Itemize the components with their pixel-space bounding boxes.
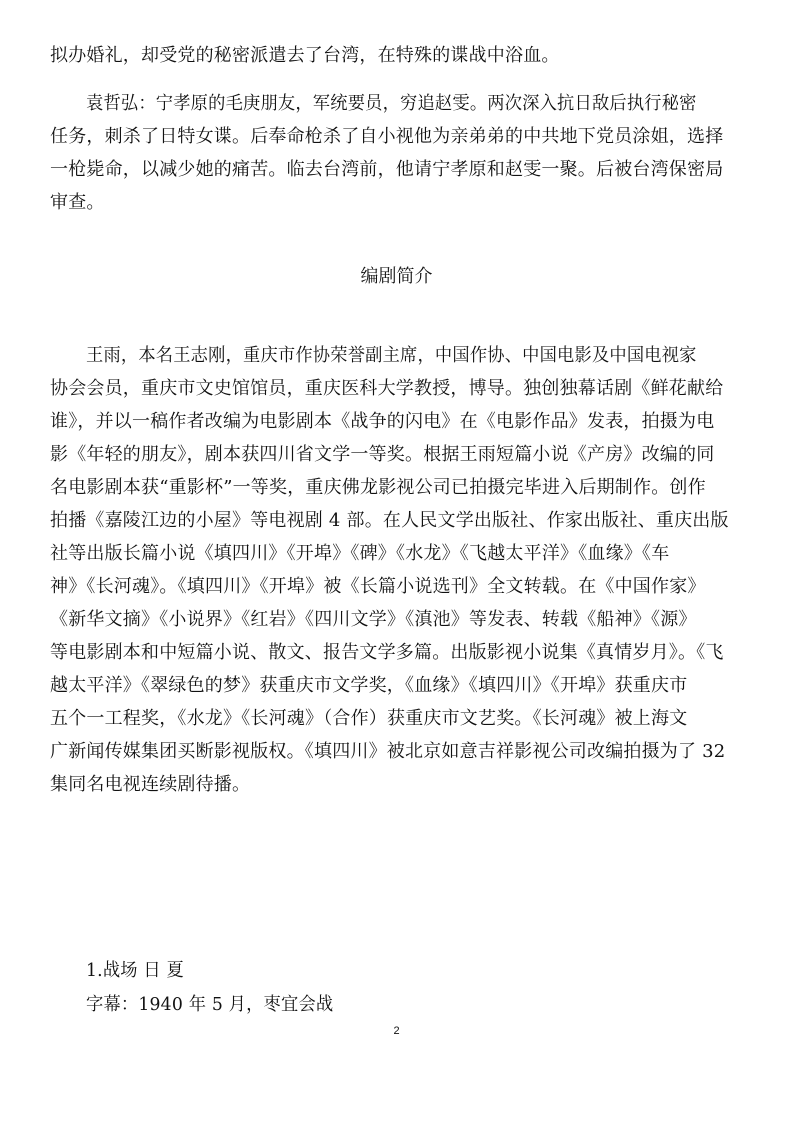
bio-paragraph-line: 广新闻传媒集团买断影视版权。《填四川》被北京如意吉祥影视公司改编拍摄为了 32: [50, 741, 726, 762]
bio-paragraph-line: 越太平洋》《翠绿色的梦》获重庆市文学奖，《血缘》《填四川》《开埠》获重庆市: [50, 675, 688, 696]
character-paragraph-line: 一枪毙命，以减少她的痛苦。临去台湾前，他请宁孝原和赵雯一聚。后被台湾保密局: [50, 159, 724, 180]
scene-heading: 1.战场 日 夏: [86, 960, 184, 981]
section-heading: 编剧简介: [360, 266, 433, 287]
bio-paragraph-line: 神》《长河魂》。《填四川》《开埠》被《长篇小说选刊》全文转载。在《中国作家》: [50, 576, 706, 597]
bio-paragraph-line: 等电影剧本和中短篇小说、散文、报告文学多篇。出版影视小说集《真情岁月》。《飞: [50, 642, 724, 663]
bio-paragraph-line: 五个一工程奖，《水龙》《长河魂》（合作）获重庆市文艺奖。《长河魂》被上海文: [50, 708, 688, 729]
intro-paragraph-line: 拟办婚礼，却受党的秘密派遣去了台湾，在特殊的谍战中浴血。: [50, 45, 560, 66]
bio-paragraph-line: 谁》，并以一稿作者改编为电影剧本《战争的闪电》在《电影作品》发表，拍摄为电: [50, 411, 715, 432]
bio-paragraph-line: 集同名电视连续剧待播。: [50, 774, 251, 795]
bio-paragraph-line: 《新华文摘》《小说界》《红岩》《四川文学》《滇池》等发表、转载《船神》《源》: [50, 609, 697, 630]
character-paragraph-line: 审查。: [50, 192, 105, 213]
bio-paragraph-line: 拍播《嘉陵江边的小屋》等电视剧 4 部。在人民文学出版社、作家出版社、重庆出版: [50, 510, 729, 531]
bio-paragraph-line: 影《年轻的朋友》，剧本获四川省文学一等奖。根据王雨短篇小说《产房》改编的同: [50, 444, 715, 465]
bio-paragraph-line: 王雨，本名王志刚，重庆市作协荣誉副主席，中国作协、中国电影及中国电视家: [86, 345, 697, 366]
character-paragraph-line: 任务，刺杀了日特女谍。后奉命枪杀了自小视他为亲弟弟的中共地下党员涂姐，选择: [50, 126, 724, 147]
bio-paragraph-line: 名电影剧本获“重影杯”一等奖，重庆佛龙影视公司已拍摄完毕进入后期制作。创作: [50, 477, 706, 498]
bio-paragraph-line: 协会会员，重庆市文史馆馆员，重庆医科大学教授，博导。独创独幕话剧《鲜花献给: [50, 378, 724, 399]
caption-line: 字幕：1940 年 5 月，枣宜会战: [86, 994, 334, 1015]
bio-paragraph-line: 社等出版长篇小说《填四川》《开埠》《碑》《水龙》《飞越太平洋》《血缘》《车: [50, 543, 670, 564]
character-paragraph-line: 袁哲弘：宁孝原的毛庚朋友，军统要员，穷追赵雯。两次深入抗日敌后执行秘密: [86, 93, 697, 114]
page-number: 2: [393, 1025, 400, 1037]
